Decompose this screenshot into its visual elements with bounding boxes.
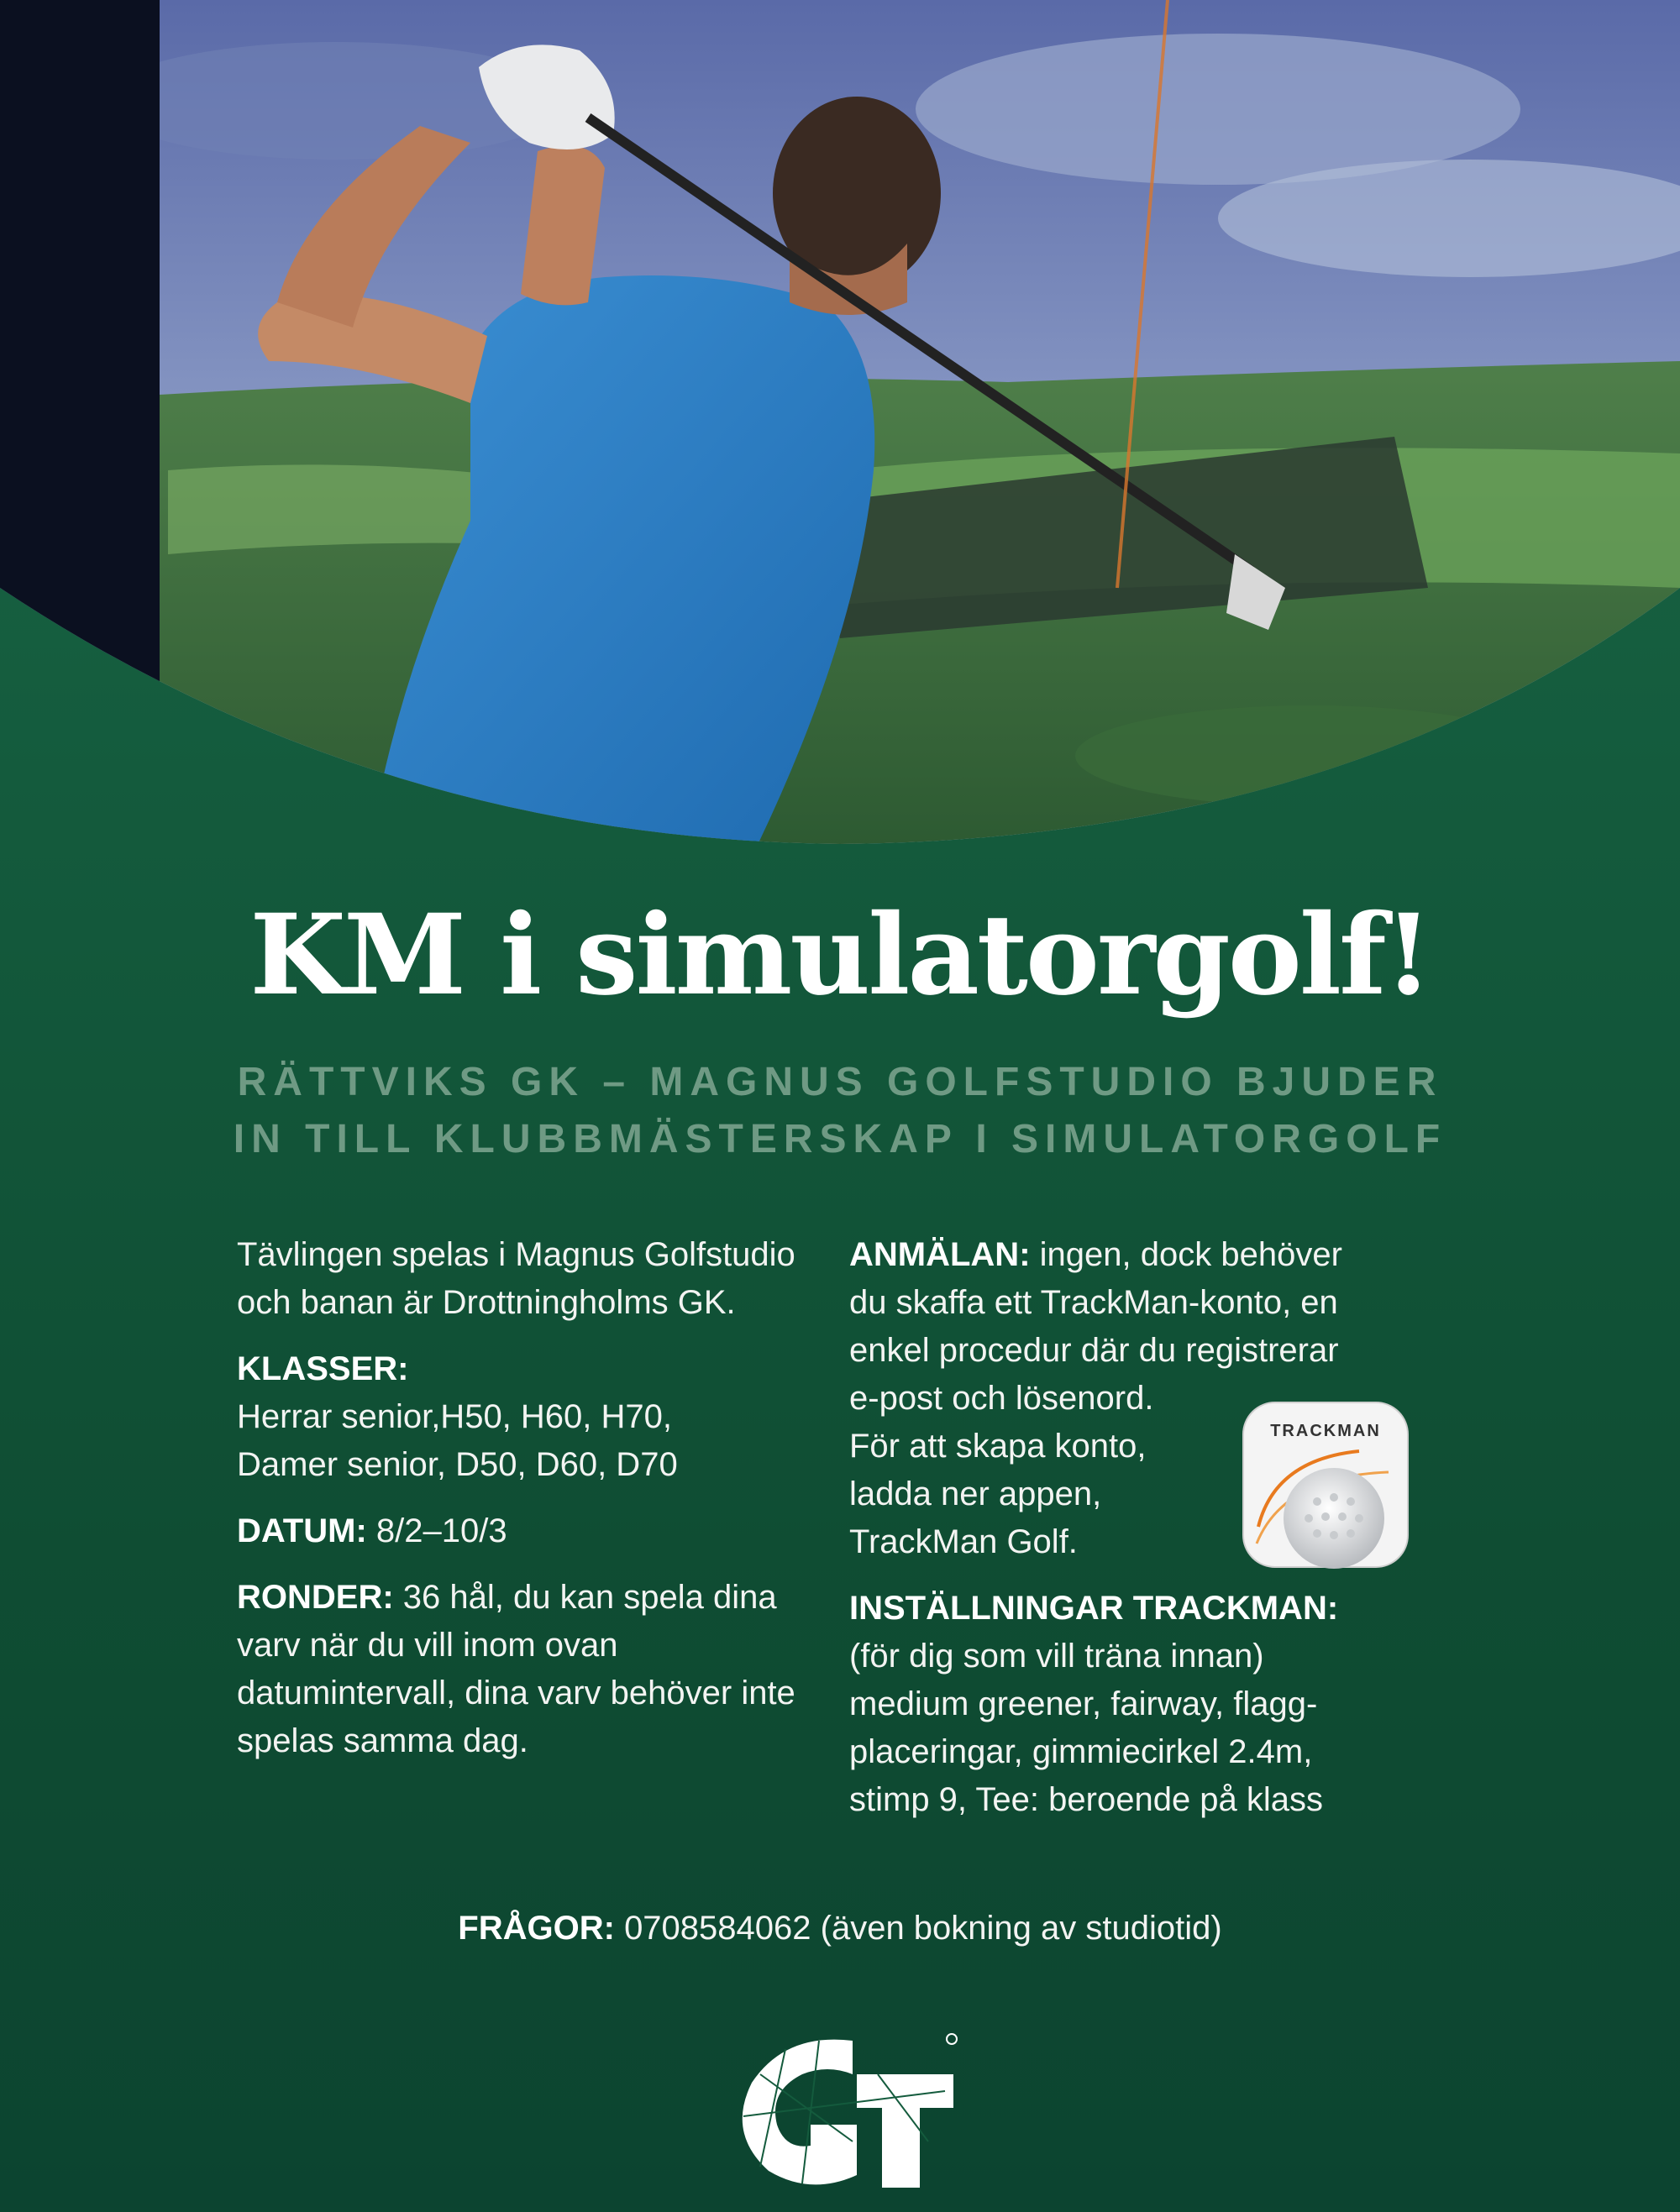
anmalan-line-6: ladda ner appen, xyxy=(849,1476,1102,1512)
intro-text: Tävlingen spelas i Magnus Golfstudio och banan är Drottningholms GK. xyxy=(237,1236,795,1321)
anmalan-label: ANMÄLAN: xyxy=(849,1236,1031,1273)
fragor-value: 0708584062 (även bokning av studiotid) xyxy=(624,1910,1222,1947)
ronder-value: 36 hål, du kan spela dina varv när du vill inom ovan datumintervall, dina varv behöver inte spelas samma dag. xyxy=(237,1579,795,1759)
ronder-label: RONDER: xyxy=(237,1579,394,1616)
anmalan-line-2: du skaffa ett TrackMan-konto, en xyxy=(849,1284,1338,1321)
trackman-app-icon xyxy=(1242,1401,1410,1569)
left-column xyxy=(237,1231,825,1784)
klasser-label: KLASSER: xyxy=(237,1350,409,1387)
installningar-label: INSTÄLLNINGAR TRACKMAN: xyxy=(849,1590,1339,1627)
anmalan-line-3: enkel procedur där du registrerar xyxy=(849,1332,1339,1369)
trackman-icon-label: TRACKMAN xyxy=(1270,1422,1381,1440)
subtitle-line-2: IN TILL KLUBBMÄSTERSKAP I SIMULATORGOLF xyxy=(233,1117,1447,1161)
subtitle-line-1: RÄTTVIKS GK – MAGNUS GOLFSTUDIO BJUDER xyxy=(237,1060,1443,1104)
fragor-line xyxy=(0,1905,1680,1952)
klasser-line-2: Damer senior, D50, D60, D70 xyxy=(237,1446,678,1483)
poster-subtitle xyxy=(168,1054,1512,1168)
installningar-line-1: (för dig som vill träna innan) xyxy=(849,1638,1264,1675)
installningar-line-3: placeringar, gimmiecirkel 2.4m, xyxy=(849,1733,1313,1770)
anmalan-line-1: ingen, dock behöver xyxy=(1039,1236,1342,1273)
klasser-line-1: Herrar senior,H50, H60, H70, xyxy=(237,1398,673,1435)
datum-label: DATUM: xyxy=(237,1512,367,1549)
installningar-line-4: stimp 9, Tee: beroende på klass xyxy=(849,1781,1324,1818)
datum-section xyxy=(237,1507,825,1555)
installningar-section xyxy=(849,1585,1471,1824)
poster-title: KM i simulatorgolf! xyxy=(249,890,1431,1020)
anmalan-line-4: e-post och lösenord. xyxy=(849,1380,1154,1417)
klasser-section xyxy=(237,1345,825,1489)
hero-photo xyxy=(0,0,1680,848)
anmalan-line-5: För att skapa konto, xyxy=(849,1428,1147,1465)
installningar-line-2: medium greener, fairway, flagg- xyxy=(849,1685,1318,1722)
ronder-section xyxy=(237,1574,825,1765)
anmalan-line-7: TrackMan Golf. xyxy=(849,1523,1078,1560)
golfstudio-g-logo-icon xyxy=(710,2024,962,2192)
fragor-label: FRÅGOR: xyxy=(458,1910,615,1947)
datum-value: 8/2–10/3 xyxy=(375,1512,507,1549)
